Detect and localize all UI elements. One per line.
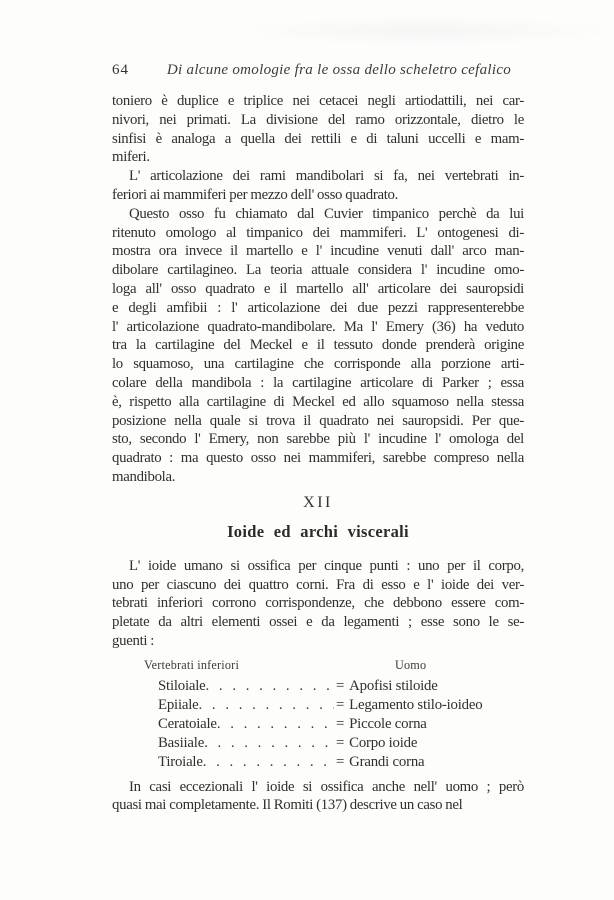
table-row <box>158 677 524 696</box>
text-line: posizione nella quale si trova il quadrato nei sauropsidi. Per que- <box>112 412 524 429</box>
text-line: Questo osso fu chiamato dal Cuvier timpanico perchè da lui <box>129 205 524 222</box>
text-line: guenti : <box>112 632 155 649</box>
equals-sign: = <box>336 735 345 752</box>
term: Tiroiale <box>158 754 203 771</box>
table-header-row <box>144 658 524 677</box>
section-heading: Ioide ed archi viscerali <box>227 521 409 541</box>
text-line: e degli amfibii : l' articolazione dei due pezzi rappresenterebbe <box>112 299 524 316</box>
term: Basiiale <box>158 735 205 752</box>
page-header <box>112 61 524 79</box>
paragraph <box>112 205 524 487</box>
text-line: sto, secondo l' Emery, non sarebbe più l' incudine l' omologa del <box>112 431 524 448</box>
equals-sign: = <box>336 754 345 771</box>
text-line: ritenuto omologo al timpanico dei mammiferi. L' ontogenesi di- <box>112 224 524 241</box>
text-line: dibolare cartilagineo. La teoria attuale considera l' incudine omo- <box>112 262 524 279</box>
table-cell-left <box>158 734 334 753</box>
term: Ceratoiale <box>158 716 217 733</box>
table-header-right: Uomo <box>395 657 427 672</box>
equals-sign: = <box>336 677 345 694</box>
text-line: quadrato : ma questo osso nei mammiferi, sarebbe compreso nella <box>112 450 524 467</box>
text-line: mostra ora invece il martello e l' incudine venuti dall' arco man- <box>112 243 524 260</box>
text-line: toniero è duplice e triplice nei cetacei negli artiodattili, nei car- <box>112 93 524 109</box>
table-cell-left <box>158 753 334 772</box>
section-number: XII <box>303 493 333 511</box>
text-block <box>112 61 524 815</box>
term: Epiiale <box>158 696 199 713</box>
dotted-leader <box>206 677 334 696</box>
text-line: In casi eccezionali l' ioide si ossifica anche nell' uomo ; però <box>129 778 524 795</box>
equivalent: Corpo ioide <box>349 735 418 752</box>
body-text-top <box>112 92 524 487</box>
text-line: nivori, nei primati. La divisione del ramo orizzontale, dietro le <box>112 111 524 128</box>
running-title: Di alcune omologie fra le ossa dello scheletro cefalico <box>166 62 512 78</box>
dotted-leader <box>203 753 334 772</box>
table-row <box>158 734 524 753</box>
equals-sign: = <box>336 696 345 713</box>
dotted-leader <box>204 734 334 753</box>
text-line: L' articolazione dei rami mandibolari si fa, nei vertebrati in- <box>129 168 524 185</box>
table-body <box>112 677 524 773</box>
page-number: 64 <box>112 62 129 78</box>
term: Stiloiale <box>158 677 206 694</box>
text-line: tebrati inferiori corrono corrispondenze, che debbono essere com- <box>112 595 524 612</box>
equivalent: Legamento stilo-ioideo <box>349 696 483 713</box>
paragraph <box>112 167 524 205</box>
correspondence-table <box>112 658 524 773</box>
table-header-left: Vertebrati inferiori <box>144 657 240 672</box>
table-row <box>158 715 524 734</box>
text-line: è, rispetto alla cartilagine di Meckel ed allo squamoso nella stessa <box>112 393 524 410</box>
table-cell-left <box>158 715 334 734</box>
text-line: colare della mandibola : la cartilagine articolare di Parker ; essa <box>112 374 524 391</box>
text-line: miferi. <box>112 149 150 166</box>
body-text-bottom <box>112 778 524 816</box>
text-line: uno per ciascuno dei quattro corni. Fra di esso e l' ioide dei ver- <box>112 576 524 593</box>
paragraph <box>112 778 524 816</box>
text-line: loga all' osso quadrato e il martello all' articolare dei sauropsidi <box>112 280 524 297</box>
text-line: l' articolazione quadrato-mandibolare. Ma l' Emery (36) ha veduto <box>112 318 524 335</box>
scan-artifact <box>230 16 614 46</box>
table-cell-left <box>158 696 334 715</box>
dotted-leader <box>217 715 334 734</box>
text-line: pletate da altri elementi ossei e da legamenti ; esse sono le se- <box>112 614 524 631</box>
text-line: quasi mai completamente. Il Romiti (137) descrive un caso nel <box>112 797 463 814</box>
text-line: sinfisi è analoga a quella dei rettili e di taluni uccelli e mam- <box>112 130 524 147</box>
text-line: L' ioide umano si ossifica per cinque punti : uno per il corpo, <box>129 557 524 574</box>
dotted-leader <box>199 696 334 715</box>
paragraph <box>112 557 524 651</box>
table-row <box>158 696 524 715</box>
equivalent: Piccole corna <box>349 716 427 733</box>
text-line: lo squamoso, una cartilagine che corrisponde alla porzione arti- <box>112 356 524 373</box>
text-line: mandibola. <box>112 468 176 485</box>
equals-sign: = <box>336 716 345 733</box>
equivalent: Grandi corna <box>349 754 425 771</box>
table-row <box>158 753 524 772</box>
paragraph <box>112 92 524 167</box>
equivalent: Apofisi stiloide <box>349 677 438 694</box>
text-line: tra la cartilagine del Meckel e il tessuto donde prenderà origine <box>112 337 524 354</box>
text-line: feriori ai mammiferi per mezzo dell' osso quadrato. <box>112 186 399 203</box>
table-cell-left <box>158 677 334 696</box>
body-text-middle <box>112 557 524 651</box>
